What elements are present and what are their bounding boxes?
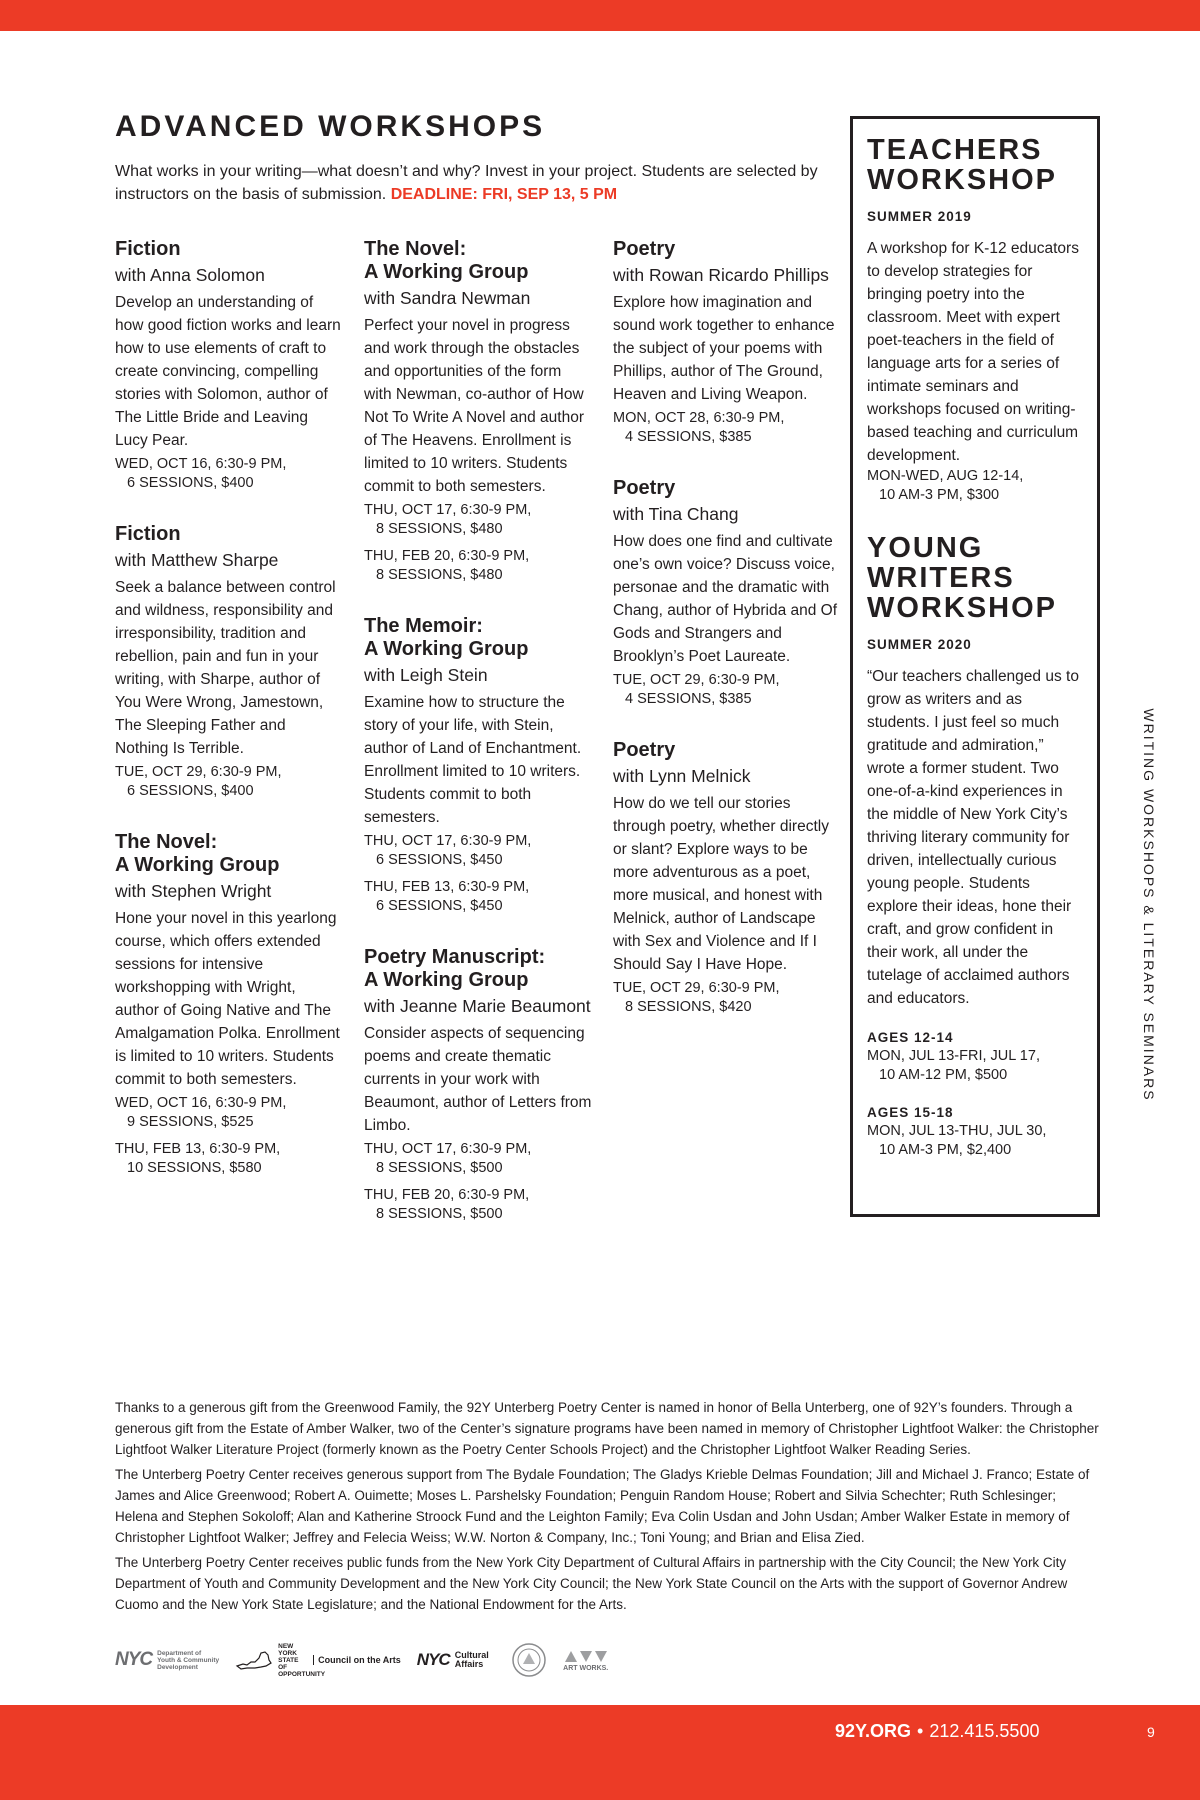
- intro-text: What works in your writing—what doesn’t and why? Invest in your project. Students are selected by instructors on the basis of submission.: [115, 163, 818, 203]
- schedule-price: 10 AM-12 PM, $500: [879, 1067, 1008, 1083]
- workshop-title: The Novel: A Working Group: [364, 238, 529, 283]
- workshop-instructor: with Jeanne Marie Beaumont: [364, 996, 591, 1016]
- new-york-state-outline-icon: [235, 1650, 273, 1670]
- schedule-line: TUE, OCT 29, 6:30-9 PM,: [613, 672, 780, 688]
- deadline-text: DEADLINE: FRI, SEP 13, 5 PM: [390, 186, 618, 203]
- workshop-title: Poetry Manuscript: A Working Group: [364, 946, 546, 991]
- schedule-price: 8 SESSIONS, $500: [376, 1206, 503, 1222]
- nea-triangles-icon: [563, 1649, 609, 1663]
- nea-logo-text: ART WORKS.: [563, 1664, 609, 1672]
- workshop-description: Seek a balance between control and wildness, responsibility and irresponsibility, tradition and rebellion, pain and fun in your writing, with Sharpe, author of You Were Wrong, Jamestown, The Sleeping Father and Nothing Is Terrible.: [115, 579, 336, 757]
- workshop-title: Fiction: [115, 523, 181, 545]
- city-seal-logo: [511, 1642, 547, 1678]
- dycd-logo-mark: NYC: [115, 1649, 153, 1670]
- workshop-schedule: [364, 547, 592, 585]
- workshop-column-2: [364, 238, 592, 1254]
- nea-logo: [563, 1649, 609, 1672]
- workshop-schedule: [364, 1140, 592, 1178]
- workshop-instructor: with Sandra Newman: [364, 288, 531, 308]
- dycd-logo-text: Department of Youth & Community Development: [157, 1649, 220, 1671]
- schedule-price: 6 SESSIONS, $450: [376, 898, 503, 914]
- schedule-line: MON, OCT 28, 6:30-9 PM,: [613, 410, 785, 426]
- schedule-line: MON, JUL 13-THU, JUL 30,: [867, 1123, 1047, 1139]
- workshop-schedule: [115, 1094, 343, 1132]
- side-label-text: WRITING WORKSHOPS & LITERARY SEMINARS: [1141, 708, 1157, 1102]
- schedule-price: 8 SESSIONS, $480: [376, 521, 503, 537]
- workshop-instructor: with Leigh Stein: [364, 665, 488, 685]
- workshop-title: The Novel: A Working Group: [115, 831, 280, 876]
- dcla-logo: [417, 1650, 495, 1670]
- workshop-description: Examine how to structure the story of your life, with Stein, author of Land of Enchantment. Enrollment limited to 10 writers. Students commit to both semesters.: [364, 694, 582, 826]
- credits-section: [115, 1397, 1100, 1619]
- schedule-price: 8 SESSIONS, $500: [376, 1160, 503, 1176]
- schedule-price: 9 SESSIONS, $525: [127, 1114, 254, 1130]
- credits-paragraph: Thanks to a generous gift from the Greenwood Family, the 92Y Unterberg Poetry Center is named in honor of Bella Unterberg, one of 92Y’s founders. Through a generous gift from the Estate of Amber Walker, two of the Center’s signature programs have been named in memory of Christopher Lightfoot Walker: the Christopher Lightfoot Walker Literature Project (formerly known as the Poetry Center Schools Project) and the Christopher Lightfoot Walker Reading Series.: [115, 1400, 1099, 1457]
- dcla-logo-mark: NYC: [416, 1650, 450, 1669]
- workshop-schedule: [115, 455, 343, 493]
- age-group-schedule: [867, 1047, 1083, 1085]
- workshop-listing: [364, 238, 592, 585]
- footer-website-link[interactable]: 92Y.ORG: [835, 1721, 912, 1741]
- nysca-state-text: NEW YORK STATE OF OPPORTUNITY: [278, 1642, 326, 1678]
- schedule-line: MON, JUL 13-FRI, JUL 17,: [867, 1048, 1040, 1064]
- workshop-schedule: [364, 501, 592, 539]
- workshop-listing: [364, 946, 592, 1224]
- dcla-logo-text: Cultural Affairs: [454, 1650, 489, 1669]
- workshop-title: Fiction: [115, 238, 181, 260]
- schedule-line: WED, OCT 16, 6:30-9 PM,: [115, 1095, 287, 1111]
- footer-separator: •: [917, 1721, 924, 1741]
- section-side-label: [1139, 700, 1159, 1110]
- schedule-price: 4 SESSIONS, $385: [625, 429, 752, 445]
- age-group-schedule: [867, 1122, 1083, 1160]
- workshop-description: Develop an understanding of how good fiction works and learn how to use elements of craft to create convincing, compelling stories with Solomon, author of The Little Bride and Leaving Lucy Pear.: [115, 294, 341, 449]
- young-writers-description: “Our teachers challenged us to grow as writers and as students. I just feel so much gratitude and admiration,” wrote a former student. Two one-of-a-kind experiences in the middle of New York City’s thriving literary community for driven, intellectually curious young people. Students explore their ideas, hone their craft, and grow confident in their work, all under the tutelage of acclaimed authors and educators.: [867, 668, 1079, 1007]
- workshop-description: Hone your novel in this yearlong course, which offers extended sessions for intensive workshopping with Wright, author of Going Native and The Amalgamation Polka. Enrollment is limited to 10 writers. Students commit to both semesters.: [115, 910, 340, 1088]
- summer-workshops-sidebar: [850, 116, 1100, 1217]
- bottom-accent-bar: [0, 1705, 1200, 1800]
- dycd-logo: [115, 1649, 219, 1671]
- workshop-schedule: [613, 979, 841, 1017]
- workshop-listing: [115, 238, 343, 493]
- schedule-line: THU, OCT 17, 6:30-9 PM,: [364, 833, 532, 849]
- top-accent-bar: [0, 0, 1200, 31]
- workshop-listing: [613, 238, 841, 447]
- workshop-description: How does one find and cultivate one’s own voice? Discuss voice, personae and the dramatic with Chang, author of Hybrida and Of Gods and Strangers and Brooklyn’s Poet Laureate.: [613, 533, 838, 665]
- workshop-instructor: with Stephen Wright: [115, 881, 272, 901]
- workshop-instructor: with Lynn Melnick: [613, 766, 751, 786]
- workshop-schedule: [364, 1186, 592, 1224]
- age-group-label: AGES 15-18: [867, 1105, 954, 1120]
- city-seal-icon: [511, 1642, 547, 1678]
- workshop-title: The Memoir: A Working Group: [364, 615, 529, 660]
- workshop-listing: [115, 831, 343, 1178]
- workshop-schedule: [613, 409, 841, 447]
- footer-contact: [835, 1721, 1085, 1742]
- funder-logos: [115, 1640, 635, 1680]
- teachers-workshop-description: A workshop for K-12 educators to develop strategies for bringing poetry into the classroom. Meet with expert poet-teachers in the field of language arts for a series of intimate seminars and workshops focused on writing-based teaching and curriculum development.: [867, 240, 1079, 464]
- workshop-listing: [115, 523, 343, 801]
- workshop-title: Poetry: [613, 238, 676, 260]
- workshop-listing: [364, 615, 592, 916]
- workshop-schedule: [115, 1140, 343, 1178]
- schedule-line: THU, FEB 13, 6:30-9 PM,: [364, 879, 530, 895]
- schedule-price: 6 SESSIONS, $450: [376, 852, 503, 868]
- schedule-line: WED, OCT 16, 6:30-9 PM,: [115, 456, 287, 472]
- workshop-title: Poetry: [613, 477, 676, 499]
- schedule-line: TUE, OCT 29, 6:30-9 PM,: [613, 980, 780, 996]
- young-writers-heading: YOUNG WRITERS WORKSHOP: [867, 532, 1057, 624]
- workshop-listing: [613, 477, 841, 709]
- nysca-logo-text: Council on the Arts: [313, 1655, 401, 1665]
- schedule-line: TUE, OCT 29, 6:30-9 PM,: [115, 764, 282, 780]
- workshop-description: Perfect your novel in progress and work through the obstacles and opportunities of the form with Newman, co-author of How Not To Write A Novel and author of The Heavens. Enrollment is limited to 10 writers. Students commit to both semesters.: [364, 317, 584, 495]
- teachers-workshop-schedule: [867, 467, 1083, 505]
- footer-phone: 212.415.5500: [929, 1721, 1040, 1741]
- workshop-instructor: with Rowan Ricardo Phillips: [613, 265, 829, 285]
- workshop-schedule: [613, 671, 841, 709]
- nysca-logo: [235, 1643, 401, 1678]
- workshop-description: How do we tell our stories through poetry, whether directly or slant? Explore ways to be more adventurous as a poet, more musical, and honest with Melnick, author of Landscape with Sex and Violence and If I Should Say I Have Hope.: [613, 795, 829, 973]
- workshop-schedule: [364, 832, 592, 870]
- schedule-price: 6 SESSIONS, $400: [127, 783, 254, 799]
- schedule-price: 8 SESSIONS, $420: [625, 999, 752, 1015]
- schedule-price: 10 SESSIONS, $580: [127, 1160, 262, 1176]
- workshop-schedule: [364, 878, 592, 916]
- workshop-instructor: with Matthew Sharpe: [115, 550, 279, 570]
- workshop-title: Poetry: [613, 739, 676, 761]
- workshop-instructor: with Anna Solomon: [115, 265, 265, 285]
- workshop-schedule: [115, 763, 343, 801]
- schedule-price: 10 AM-3 PM, $300: [879, 487, 1000, 503]
- schedule-price: 4 SESSIONS, $385: [625, 691, 752, 707]
- schedule-line: THU, OCT 17, 6:30-9 PM,: [364, 502, 532, 518]
- schedule-price: 8 SESSIONS, $480: [376, 567, 503, 583]
- workshop-description: Explore how imagination and sound work together to enhance the subject of your poems with Phillips, author of The Ground, Heaven and Living Weapon.: [613, 294, 835, 403]
- schedule-line: THU, OCT 17, 6:30-9 PM,: [364, 1141, 532, 1157]
- workshop-description: Consider aspects of sequencing poems and create thematic currents in your work with Beaumont, author of Letters from Limbo.: [364, 1025, 592, 1134]
- schedule-line: THU, FEB 20, 6:30-9 PM,: [364, 1187, 530, 1203]
- workshop-listing: [613, 739, 841, 1017]
- schedule-line: THU, FEB 13, 6:30-9 PM,: [115, 1141, 281, 1157]
- credits-paragraph: The Unterberg Poetry Center receives generous support from The Bydale Foundation; The Gladys Krieble Delmas Foundation; Jill and Michael J. Franco; Estate of James and Alice Greenwood; Robert A. Ouimette; Moses L. Parshelsky Foundation; Penguin Random House; Robert and Silvia Schechter; Ruth Schlesinger; Helena and Stephen Sokoloff; Alan and Katherine Stroock Fund and the Leighton Family; Eva Colin Usdan and John Usdan; Amber Walker Estate in memory of Christopher Lightfoot Walker; Jeffrey and Felecia Weiss; W.W. Norton & Company, Inc.; Toni Young; and Brian and Elisa Zied.: [115, 1467, 1090, 1545]
- workshop-column-1: [115, 238, 343, 1208]
- schedule-line: THU, FEB 20, 6:30-9 PM,: [364, 548, 530, 564]
- page-title: ADVANCED WORKSHOPS: [115, 110, 546, 143]
- credits-paragraph: The Unterberg Poetry Center receives public funds from the New York City Department of Cultural Affairs in partnership with the City Council; the New York City Department of Youth and Community Development and the New York City Council; the New York State Council on the Arts with the support of Governor Andrew Cuomo and the New York State Legislature; and the National Endowment for the Arts.: [115, 1555, 1068, 1612]
- page-number: 9: [1147, 1724, 1155, 1740]
- intro-paragraph: [115, 160, 835, 206]
- workshop-instructor: with Tina Chang: [613, 504, 739, 524]
- workshop-column-3: [613, 238, 841, 1047]
- age-group-label: AGES 12-14: [867, 1030, 954, 1045]
- schedule-price: 6 SESSIONS, $400: [127, 475, 254, 491]
- schedule-line: MON-WED, AUG 12-14,: [867, 468, 1024, 484]
- teachers-workshop-season: SUMMER 2019: [867, 209, 972, 224]
- schedule-price: 10 AM-3 PM, $2,400: [879, 1142, 1012, 1158]
- young-writers-season: SUMMER 2020: [867, 637, 972, 652]
- teachers-workshop-heading: TEACHERS WORKSHOP: [867, 134, 1057, 196]
